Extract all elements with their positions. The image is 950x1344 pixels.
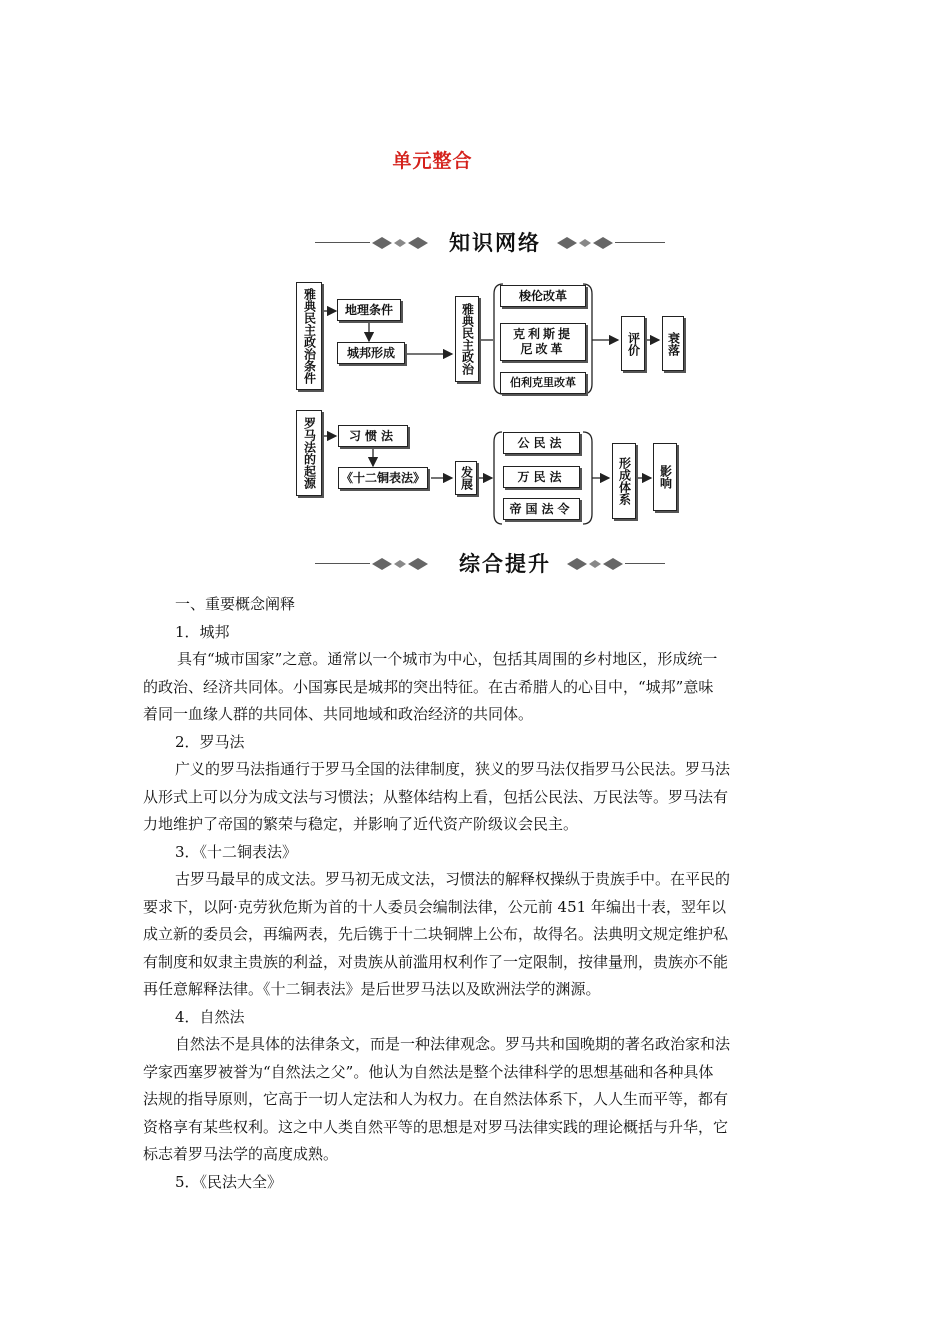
node-decline: 衰落 — [662, 316, 684, 371]
node-geography: 地理条件 — [337, 299, 401, 321]
paragraph-line: 有制度和奴隶主贵族的利益，对贵族从前滥用权利作了一定限制，按律量刑，贵族亦不能 — [143, 952, 729, 971]
node-system-formed: 形成体系 — [612, 443, 636, 519]
section-banner-upgrade — [315, 549, 665, 579]
paragraph-line: 法规的指导原则，它高于一切人定法和人为权力。在自然法体系下，人人生而平等，都有 — [143, 1090, 729, 1108]
node-customary-law: 习惯法 — [338, 425, 408, 447]
node-twelve-tables: 《十二铜表法》 — [338, 467, 428, 489]
term-title-twelve-tables: 3．《十二铜表法》 — [175, 842, 298, 861]
paragraph-line: 再任意解释法律。《十二铜表法》是后世罗马法以及欧洲法学的渊源。 — [143, 980, 601, 998]
page-title: 单元整合 — [392, 150, 473, 172]
paragraph-line: 古罗马最早的成文法。罗马初无成文法，习惯法的解释权操纵于贵族手中。在平民的 — [175, 870, 731, 888]
paragraph-line: 成立新的委员会，再编两表，先后镌于十二块铜牌上公布，故得名。法典明文规定维护私 — [143, 925, 729, 943]
term-title-corpus-juris: 5．《民法大全》 — [175, 1172, 283, 1191]
paragraph-line: 力地维护了帝国的繁荣与稳定，并影响了近代资产阶级议会民主。 — [143, 815, 579, 833]
diamond-ornament-icon — [370, 556, 430, 572]
node-solon-reform: 梭伦改革 — [500, 285, 586, 307]
node-law-of-nations: 万民法 — [503, 466, 580, 488]
paragraph-line: 广义的罗马法指通行于罗马全国的法律制度，狭义的罗马法仅指罗马公民法。罗马法 — [175, 760, 731, 778]
term-title-natural-law: 4．自然法 — [175, 1007, 245, 1026]
node-athens-democracy: 雅典民主政治 — [455, 296, 479, 382]
term-title-city-state: 1．城邦 — [175, 622, 230, 641]
paragraph-line: 学家西塞罗被誉为“自然法之父”。他认为自然法是整个法律科学的思想基础和各种具体 — [143, 1062, 714, 1081]
heading-concepts: 一、重要概念阐释 — [175, 595, 296, 613]
node-development: 发展 — [455, 461, 477, 495]
node-athens-conditions: 雅典民主政治条件 — [296, 282, 322, 390]
node-cleisthenes-reform: 克利斯提尼改革 — [500, 323, 586, 361]
node-pericles-reform: 伯利克里改革 — [500, 372, 586, 394]
paragraph-line: 着同一血缘人群的共同体、共同地域和政治经济的共同体。 — [143, 705, 534, 723]
node-imperial-decrees: 帝国法令 — [503, 498, 580, 520]
node-roman-law-origin: 罗马法的起源 — [296, 410, 322, 496]
section-title-upgrade: 综合提升 — [459, 552, 551, 576]
paragraph-line: 从形式上可以分为成文法与习惯法；从整体结构上看，包括公民法、万民法等。罗马法有 — [143, 787, 729, 806]
diamond-ornament-icon — [565, 556, 625, 572]
paragraph-line: 自然法不是具体的法律条文，而是一种法律观念。罗马共和国晚期的著名政治家和法 — [175, 1035, 731, 1053]
paragraph-line: 标志着罗马法学的高度成熟。 — [143, 1145, 339, 1163]
node-civil-law: 公民法 — [503, 432, 580, 454]
node-city-state: 城邦形成 — [337, 342, 405, 364]
banner-rule-right — [625, 563, 665, 564]
banner-rule-left — [315, 563, 370, 564]
term-title-roman-law: 2．罗马法 — [175, 732, 245, 751]
section-title-network: 知识网络 — [449, 231, 541, 255]
node-evaluation: 评价 — [621, 316, 645, 371]
body-text — [143, 591, 795, 1196]
paragraph-line: 具有“城市国家”之意。通常以一个城市为中心，包括其周围的乡村地区，形成统一 — [177, 650, 718, 668]
paragraph-line: 要求下，以阿·克劳狄危斯为首的十人委员会编制法律，公元前 451 年编出十表，翌年以 — [143, 897, 726, 916]
paragraph-line: 资格享有某些权利。这之中人类自然平等的思想是对罗马法律实践的理论概括与升华，它 — [143, 1117, 729, 1136]
paragraph-line: 的政治、经济共同体。小国寡民是城邦的突出特征。在古希腊人的心目中，“城邦”意味 — [143, 677, 714, 696]
node-influence: 影响 — [653, 443, 677, 511]
